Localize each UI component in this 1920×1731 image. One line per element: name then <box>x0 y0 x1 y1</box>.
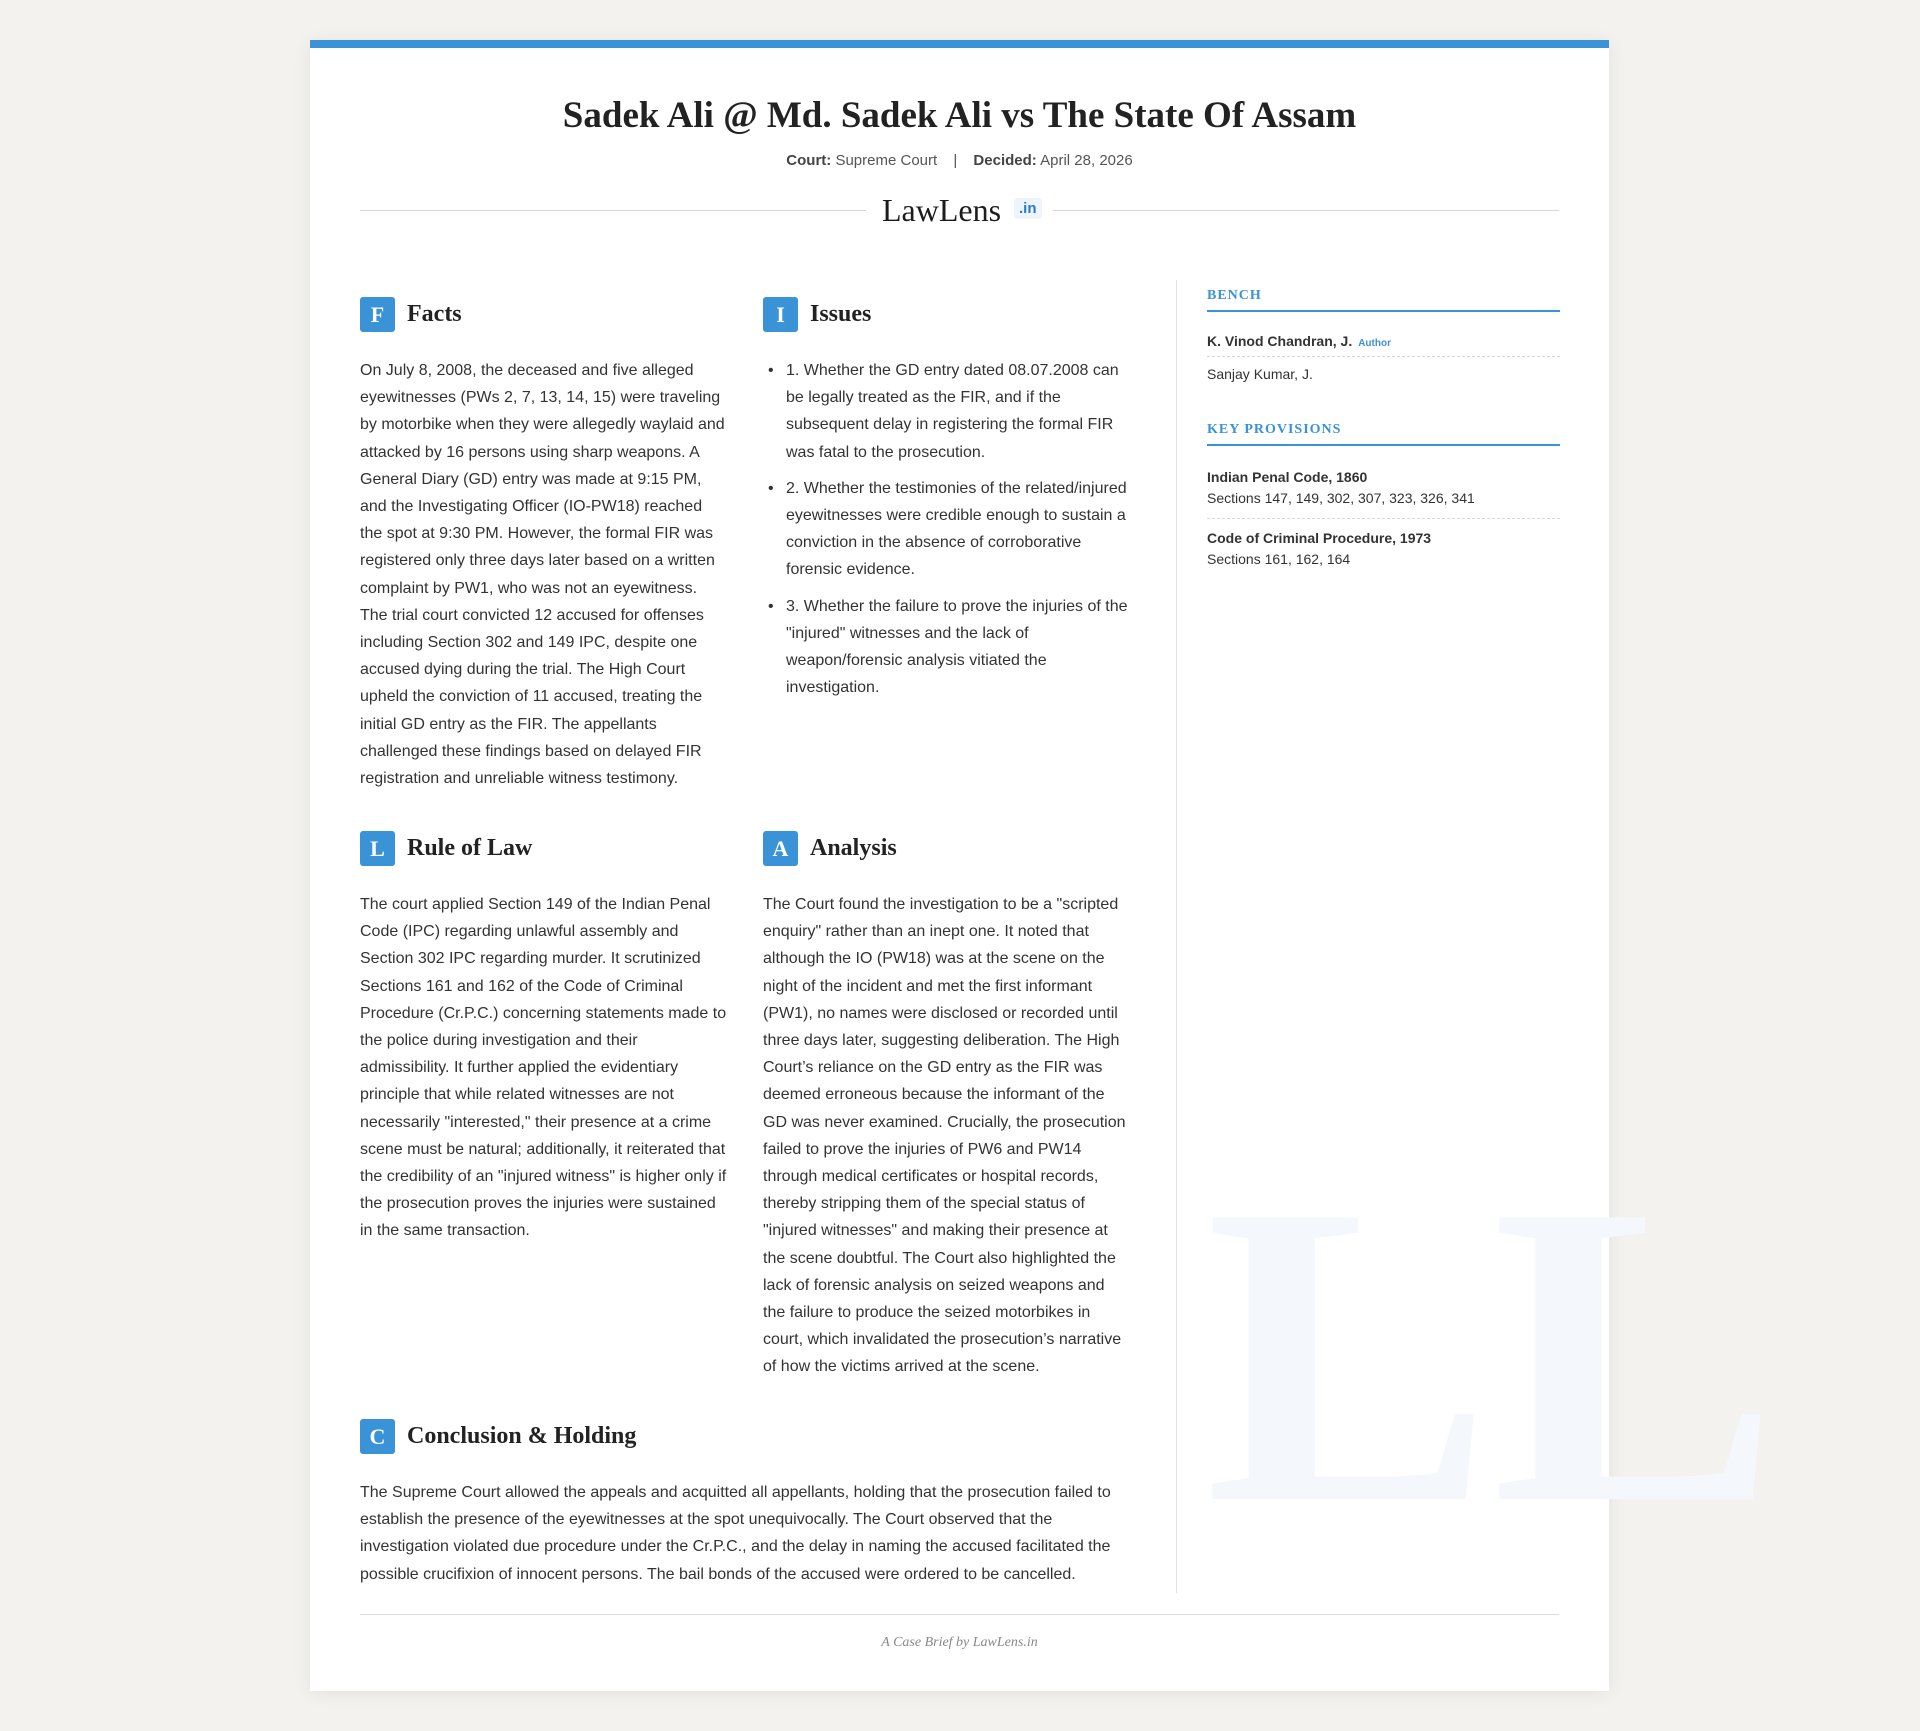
conclusion-section <box>360 1419 1135 1588</box>
decided-value: April 28, 2026 <box>1040 152 1133 169</box>
conclusion-body: The Supreme Court allowed the appeals and acquitted all appellants, holding that the prosecution failed to establish the presence of the eyewitnesses at the spot unequivocally. The Court observed that the investigation violated due procedure under the Cr.P.C., and the delay in naming the accused facilitated the possible crucifixion of innocent persons. The bail bonds of the accused were ordered to be cancelled. <box>360 1484 1111 1583</box>
rule-of-law-section <box>360 831 728 1245</box>
bench-heading: BENCH <box>1207 288 1560 312</box>
brand-logo[interactable]: LawLens <box>882 192 1002 228</box>
analysis-badge: A <box>763 831 798 866</box>
court-label: Court: <box>786 152 832 169</box>
bench-panel <box>1207 288 1560 389</box>
issue-item: • 2. Whether the testimonies of the related/injured eyewitnesses were credible enough to sustain a conviction in the absence of corroborative forensic evidence. <box>768 479 1127 579</box>
analysis-section <box>763 831 1131 1381</box>
provision-sections: Sections 161, 162, 164 <box>1207 551 1351 567</box>
issues-heading: Issues <box>810 301 872 327</box>
author-tag: Author <box>1358 338 1391 349</box>
bench-judge: Sanjay Kumar, J. <box>1207 366 1313 382</box>
bench-judge-author: K. Vinod Chandran, J. Author <box>1207 312 1560 357</box>
court-value: Supreme Court <box>835 152 938 169</box>
analysis-heading: Analysis <box>810 835 897 861</box>
issue-item: • 3. Whether the failure to prove the injuries of the "injured" witnesses and the lack of weapon/forensic analysis vitiated the investigation. <box>768 597 1128 697</box>
provisions-heading: KEY PROVISIONS <box>1207 422 1560 446</box>
decided-label: Decided: <box>973 152 1037 169</box>
brand-watermark: LL <box>1205 1117 1779 1593</box>
brand-row <box>360 188 1559 232</box>
case-meta <box>310 152 1609 169</box>
conclusion-badge: C <box>360 1419 395 1454</box>
case-brief-sheet <box>310 40 1779 1691</box>
provision-act: Code of Criminal Procedure, 1973 <box>1207 530 1432 546</box>
provision-sections: Sections 147, 149, 302, 307, 323, 326, 341 <box>1207 490 1475 506</box>
provisions-panel <box>1207 422 1560 579</box>
brand-divider-right <box>1053 210 1559 211</box>
rule-heading: Rule of Law <box>407 835 533 861</box>
footer-divider <box>360 1614 1559 1615</box>
facts-body: On July 8, 2008, the deceased and five alleged eyewitnesses (PWs 2, 7, 13, 14, 15) were traveling by motorbike when they were allegedly waylaid and attacked by 16 persons using sharp weapons. A General Diary (GD) entry was made at 9:15 PM, and the Investigating Officer (IO-PW18) reached the spot at 9:30 PM. However, the formal FIR was registered only three days later based on a written complaint by PW1, who was not an eyewitness. The trial court convicted 12 accused for offenses including Section 302 and 149 IPC, despite one accused dying during the trial. The High Court upheld the conviction of 11 accused, treating the initial GD entry as the FIR. The appellants challenged these findings based on delayed FIR registration and unreliable witness testimony. <box>360 362 725 788</box>
footer-credit: A Case Brief by LawLens.in <box>881 1635 1038 1650</box>
rule-body: The court applied Section 149 of the Indian Penal Code (IPC) regarding unlawful assembly and Section 302 IPC regarding murder. It scrutinized Sections 161 and 162 of the Code of Criminal Procedure (Cr.P.C.) concerning statements made to the police during investigation and their admissibility. It further applied the evidentiary principle that while related witnesses are not necessarily "interested," their presence at a crime scene must be natural; additionally, it reiterated that the credibility of an "injured witness" is higher only if the prosecution proves the injuries were sustained in the same transaction. <box>360 896 727 1240</box>
facts-badge: F <box>360 297 395 332</box>
facts-section <box>360 297 728 792</box>
brand-divider-left <box>360 210 866 211</box>
provision-item <box>1207 519 1560 579</box>
meta-separator: | <box>953 152 958 169</box>
issues-badge: I <box>763 297 798 332</box>
issue-item: • 1. Whether the GD entry dated 08.07.2008 can be legally treated as the FIR, and if the subsequent delay in registering the formal FIR was fatal to the prosecution. <box>768 362 1119 461</box>
brand-tld-badge: .in <box>1014 198 1042 219</box>
facts-heading: Facts <box>407 301 462 327</box>
provision-item <box>1207 446 1560 519</box>
provision-act: Indian Penal Code, 1860 <box>1207 469 1368 485</box>
page-title: Sadek Ali @ Md. Sadek Ali vs The State Of Assam <box>562 95 1357 136</box>
column-divider <box>1176 280 1177 1593</box>
rule-badge: L <box>360 831 395 866</box>
analysis-body: The Court found the investigation to be a "scripted enquiry" rather than an inept one. It noted that although the IO (PW18) was at the scene on the night of the incident and met the first informant (PW1), no names were disclosed or recorded until three days later, suggesting deliberation. The High Court’s reliance on the GD entry as the FIR was deemed erroneous because the informant of the GD was never examined. Crucially, the prosecution failed to prove the injuries of PW6 and PW14 through medical certificates or hospital records, thereby stripping them of the special status of "injured witnesses" and making their presence at the scene doubtful. The Court also highlighted the lack of forensic analysis on seized weapons and the failure to produce the seized motorbikes in court, which invalidated the prosecution’s narrative of how the victims arrived at the scene. <box>763 896 1126 1376</box>
conclusion-heading: Conclusion & Holding <box>407 1423 637 1449</box>
issues-list <box>763 357 1131 701</box>
issues-section <box>763 297 1131 710</box>
